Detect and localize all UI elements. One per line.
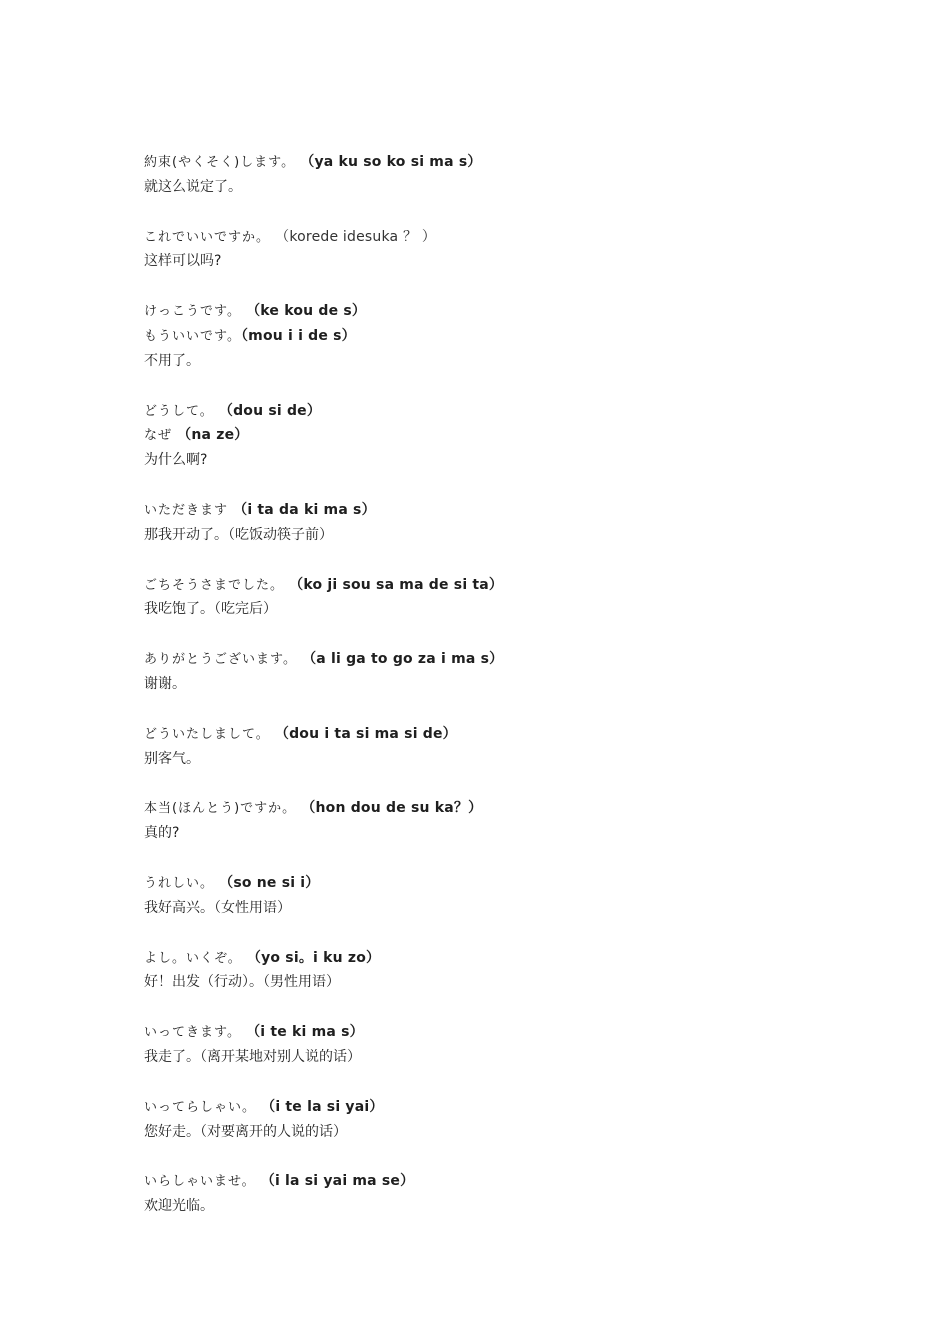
- phrase-list: [144, 150, 844, 1244]
- romaji-reading: （mou i i de s）: [240, 327, 356, 344]
- phrase-entry: [144, 1095, 844, 1145]
- chinese-translation: [144, 1045, 844, 1070]
- romaji-reading: （korede idesuka ？ ）: [275, 228, 437, 245]
- japanese-phrase: [144, 299, 844, 324]
- japanese-phrase: [144, 150, 844, 175]
- japanese-phrase: [144, 399, 844, 424]
- translation-text: 就这么说定了。: [144, 178, 242, 195]
- chinese-translation: [144, 175, 844, 200]
- phrase-entry: [144, 647, 844, 697]
- japanese-text: これでいいですか。: [144, 229, 276, 245]
- chinese-translation: [144, 448, 844, 473]
- japanese-text: 約束(やくそく)します。: [144, 155, 301, 170]
- chinese-translation: [144, 597, 844, 622]
- japanese-phrase: [144, 1020, 844, 1045]
- japanese-phrase: [144, 796, 844, 821]
- phrase-entry: [144, 1169, 844, 1219]
- translation-text: 真的?: [144, 825, 180, 842]
- japanese-phrase: [144, 573, 844, 598]
- chinese-translation: [144, 896, 844, 921]
- japanese-text: いらしゃいませ。: [144, 1174, 261, 1190]
- chinese-translation: [144, 349, 844, 374]
- japanese-phrase: [144, 946, 844, 971]
- romaji-reading: （a li ga to go za i ma s）: [302, 651, 504, 668]
- japanese-phrase: [144, 871, 844, 896]
- japanese-phrase: [144, 722, 844, 747]
- japanese-phrase: [144, 324, 844, 349]
- translation-text: 不用了。: [144, 352, 200, 369]
- translation-text: 这样可以吗?: [144, 253, 222, 270]
- romaji-reading: （dou i ta si ma si de）: [274, 725, 457, 742]
- phrase-entry: [144, 399, 844, 473]
- translation-text: 我好高兴。（女性用语）: [144, 899, 291, 916]
- japanese-text: いってらしゃい。: [144, 1099, 262, 1115]
- japanese-text: なぜ: [144, 428, 178, 444]
- japanese-text: ごちそうさまでした。: [144, 577, 290, 593]
- romaji-reading: （na ze）: [177, 427, 249, 444]
- japanese-phrase: [144, 225, 844, 250]
- japanese-text: よし。いくぞ。: [144, 950, 247, 966]
- translation-text: 谢谢。: [144, 675, 186, 692]
- romaji-reading: （yo si。i ku zo）: [246, 949, 381, 966]
- phrase-entry: [144, 722, 844, 772]
- japanese-phrase: [144, 498, 844, 523]
- chinese-translation: [144, 1120, 844, 1145]
- translation-text: 您好走。（对要离开的人说的话）: [144, 1123, 347, 1140]
- chinese-translation: [144, 821, 844, 846]
- chinese-translation: [144, 747, 844, 772]
- chinese-translation: [144, 523, 844, 548]
- japanese-text: どうして。: [144, 403, 219, 419]
- translation-text: 那我开动了。（吃饭动筷子前）: [144, 526, 333, 543]
- phrase-entry: [144, 150, 844, 200]
- romaji-reading: （i te ki ma s）: [246, 1024, 364, 1041]
- phrase-entry: [144, 573, 844, 623]
- chinese-translation: [144, 672, 844, 697]
- translation-text: 我吃饱了。（吃完后）: [144, 601, 277, 618]
- chinese-translation: [144, 1194, 844, 1219]
- romaji-reading: （so ne si i）: [219, 874, 320, 891]
- romaji-reading: （ke kou de s）: [246, 303, 367, 320]
- chinese-translation: [144, 970, 844, 995]
- japanese-phrase: [144, 1169, 844, 1194]
- translation-text: 别客气。: [144, 750, 200, 767]
- translation-text: 好！出发（行动）。（男性用语）: [144, 974, 340, 991]
- romaji-reading: （ko ji sou sa ma de si ta）: [289, 576, 504, 593]
- phrase-entry: [144, 871, 844, 921]
- japanese-phrase: [144, 423, 844, 448]
- translation-text: 我走了。（离开某地对别人说的话）: [144, 1048, 361, 1065]
- romaji-reading: （i te la si yai）: [261, 1098, 384, 1115]
- japanese-text: いってきます。: [144, 1025, 247, 1041]
- phrase-entry: [144, 946, 844, 996]
- japanese-text: いただきます: [144, 502, 234, 518]
- phrase-entry: [144, 1020, 844, 1070]
- japanese-text: もういいです。: [144, 328, 241, 344]
- romaji-reading: （i la si yai ma se）: [260, 1173, 415, 1190]
- phrase-entry: [144, 299, 844, 373]
- japanese-text: うれしい。: [144, 875, 220, 891]
- romaji-reading: （dou si de）: [218, 402, 322, 419]
- japanese-text: どういたしまして。: [144, 726, 275, 742]
- japanese-text: ありがとうございます。: [144, 652, 303, 668]
- chinese-translation: [144, 249, 844, 274]
- phrase-entry: [144, 498, 844, 548]
- translation-text: 欢迎光临。: [144, 1198, 214, 1215]
- phrase-entry: [144, 225, 844, 275]
- japanese-text: 本当(ほんとう)ですか。: [144, 801, 302, 817]
- japanese-phrase: [144, 647, 844, 672]
- japanese-text: けっこうです。: [144, 304, 247, 320]
- japanese-phrase: [144, 1095, 844, 1120]
- romaji-reading: （hon dou de su ka？）: [301, 800, 483, 817]
- romaji-reading: （ya ku so ko si ma s）: [300, 154, 482, 170]
- phrase-entry: [144, 796, 844, 846]
- translation-text: 为什么啊?: [144, 452, 208, 469]
- romaji-reading: （i ta da ki ma s）: [233, 501, 376, 518]
